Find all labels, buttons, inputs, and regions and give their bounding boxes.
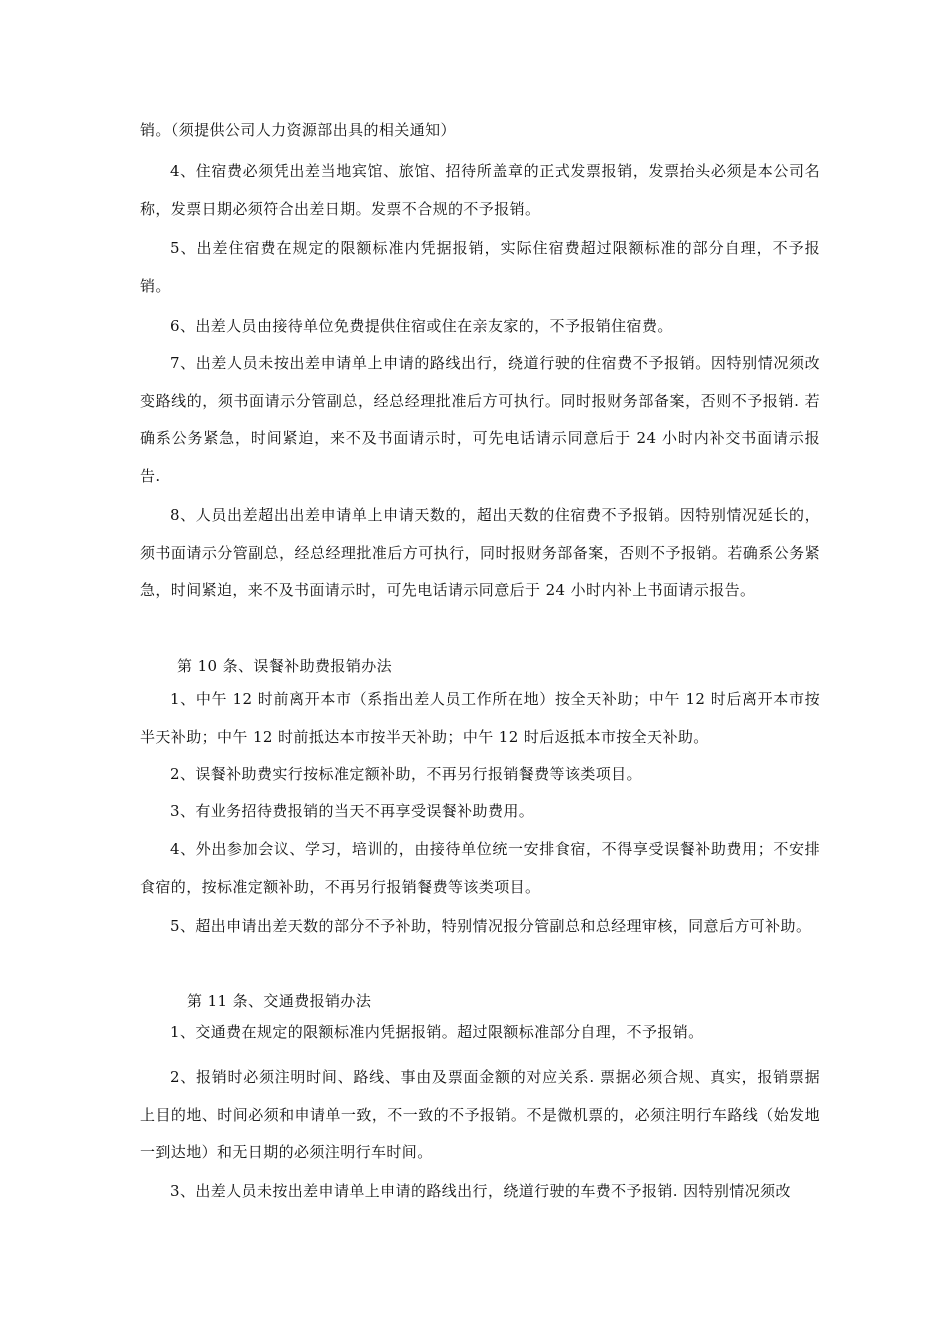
paragraph-item-6-free-lodging: 6、出差人员由接待单位免费提供住宿或住在亲友家的，不予报销住宿费。 xyxy=(170,317,673,335)
paragraph-meal-item-4: 4、外出参加会议、学习，培训的，由接待单位统一安排食宿，不得享受误餐补助费用；不安排食宿的，按标准定额补助，不再另行报销餐费等该类项目。 xyxy=(140,840,820,896)
paragraph-continuation: 销。（须提供公司人力资源部出具的相关通知） xyxy=(140,121,456,139)
paragraph-transport-item-3: 3、出差人员未按出差申请单上申请的路线出行，绕道行驶的车费不予报销. 因特别情况须改 xyxy=(170,1182,791,1200)
paragraph-item-4-invoice: 4、住宿费必须凭出差当地宾馆、旅馆、招待所盖章的正式发票报销，发票抬头必须是本公司名称，发票日期必须符合出差日期。发票不合规的不予报销。 xyxy=(140,162,820,218)
paragraph-transport-item-2: 2、报销时必须注明时间、路线、事由及票面金额的对应关系. 票据必须合规、真实，报销票据上目的地、时间必须和申请单一致，不一致的不予报销。不是微机票的，必须注明行车路线（始发地一到达地）和无日期的必须注明行车时间。 xyxy=(140,1068,820,1161)
paragraph-meal-item-5: 5、超出申请出差天数的部分不予补助，特别情况报分管副总和总经理审核，同意后方可补助。 xyxy=(170,917,812,935)
paragraph-meal-item-3: 3、有业务招待费报销的当天不再享受误餐补助费用。 xyxy=(170,802,535,820)
paragraph-meal-item-1: 1、中午 12 时前离开本市（系指出差人员工作所在地）按全天补助；中午 12 时后离开本市按半天补助；中午 12 时前抵达本市按半天补助；中午 12 时后返抵本市按全天补助。 xyxy=(140,690,820,746)
paragraph-meal-item-2: 2、误餐补助费实行按标准定额补助，不再另行报销餐费等该类项目。 xyxy=(170,765,642,783)
paragraph-item-7-route: 7、出差人员未按出差申请单上申请的路线出行，绕道行驶的住宿费不予报销。因特别情况须改变路线的，须书面请示分管副总，经总经理批准后方可执行。同时报财务部备案，否则不予报销. 若确系公务紧急，时间紧迫，来不及书面请示时，可先电话请示同意后于 24 小时内补交书面请示报告. xyxy=(140,354,820,485)
paragraph-transport-item-1: 1、交通费在规定的限额标准内凭据报销。超过限额标准部分自理，不予报销。 xyxy=(170,1023,704,1041)
section-heading-article-10: 第 10 条、误餐补助费报销办法 xyxy=(177,657,393,675)
paragraph-item-8-days: 8、人员出差超出出差申请单上申请天数的，超出天数的住宿费不予报销。因特别情况延长的，须书面请示分管副总，经总经理批准后方可执行，同时报财务部备案，否则不予报销。若确系公务紧急，时间紧迫，来不及书面请示时，可先电话请示同意后于 24 小时内补上书面请示报告。 xyxy=(140,506,820,599)
paragraph-item-5-limit: 5、出差住宿费在规定的限额标准内凭据报销，实际住宿费超过限额标准的部分自理，不予报销。 xyxy=(140,239,820,295)
section-heading-article-11: 第 11 条、交通费报销办法 xyxy=(187,992,372,1010)
